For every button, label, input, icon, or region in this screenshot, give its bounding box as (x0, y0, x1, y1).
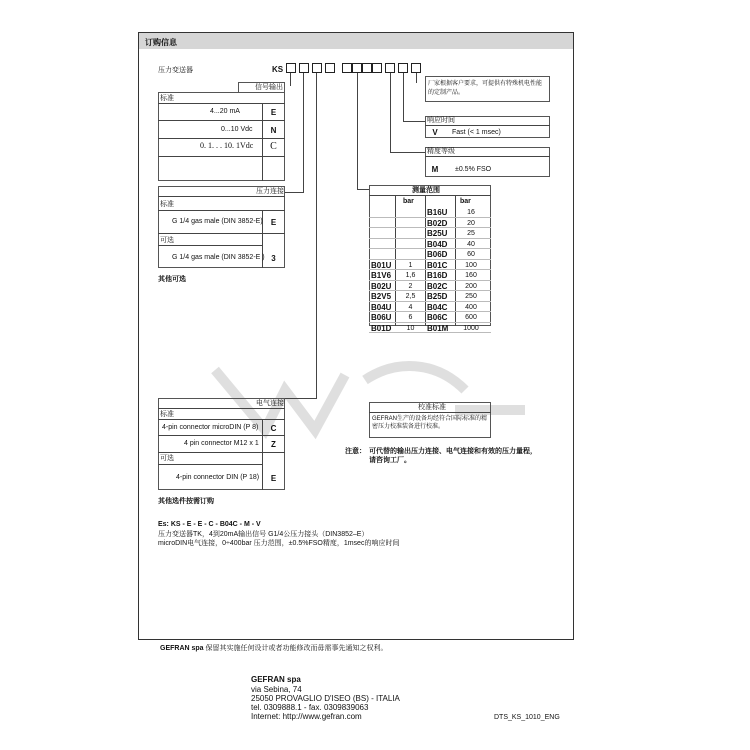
range-code-high: B25U (427, 229, 448, 238)
connector-line (303, 73, 304, 192)
accuracy-code: M (431, 165, 439, 174)
row-divider (158, 210, 285, 211)
range-value-high: 1000 (463, 324, 479, 332)
model-code: KS (272, 65, 284, 74)
code-slot (325, 63, 335, 73)
pressure-std-label: 标准 (160, 201, 174, 208)
range-code-low: B02U (371, 281, 392, 291)
note-label: 注意： (345, 448, 366, 455)
elec-std-label: 标准 (160, 411, 174, 418)
elec-desc-1: 4-pin connector microDIN (P 8) (162, 424, 259, 431)
connector-line (390, 73, 391, 153)
row-divider (369, 412, 491, 413)
signal-title: 信号输出 (255, 84, 283, 91)
row-divider (158, 233, 285, 234)
code-slot (411, 63, 421, 73)
code-slot (312, 63, 322, 73)
range-value-low: 2 (408, 282, 413, 290)
range-code-low: B01U (371, 260, 392, 270)
range-code-high: B02D (427, 218, 448, 228)
connector-line (416, 73, 417, 83)
elec-conn-title: 电气连接 (256, 400, 284, 407)
calibration-title: 校准标准 (418, 404, 446, 411)
signal-desc-2: 0...10 Vdc (221, 126, 253, 133)
range-code-high: B06C (427, 313, 448, 322)
example-line-2: microDIN电气连接，0÷400bar 压力范围，±0.5%FSO精度，1msec的响应时间 (158, 540, 400, 547)
address-web: Internet: http://www.gefran.com (251, 712, 362, 721)
range-value-high: 16 (467, 209, 475, 216)
row-divider (158, 245, 263, 246)
range-value-high: 600 (465, 314, 477, 321)
section-header (139, 33, 573, 49)
row-divider (158, 464, 263, 465)
custom-note: 厂家根据客户要求，可提供有特殊机电性能的定制产品。 (428, 81, 543, 96)
range-code-high: B01C (427, 260, 448, 270)
row-divider (158, 435, 285, 436)
code-slot (286, 63, 296, 73)
connector-line (357, 73, 358, 189)
signal-desc-3: 0. 1. . . 10. 1Vdc (200, 141, 254, 150)
range-value-low: 10 (406, 324, 415, 332)
range-value-high: 25 (467, 230, 475, 237)
range-code-low: B06U (371, 313, 392, 322)
range-code-low: B01D (371, 323, 392, 333)
row-divider (158, 156, 285, 157)
elec-code-2: Z (271, 440, 276, 449)
elec-desc-2: 4 pin connector M12 x 1 (184, 440, 259, 447)
range-value-high: 400 (465, 303, 477, 311)
range-value-low: 1,6 (405, 272, 416, 279)
signal-code-2: N (270, 126, 277, 135)
row-divider (425, 125, 550, 126)
range-code-high: B25D (427, 292, 448, 301)
range-value-high: 250 (465, 293, 477, 300)
signal-code-1: E (270, 108, 277, 117)
section-title: 订购信息 (145, 38, 177, 47)
example-line-1: 压力变送器TK，4到20mA输出信号 G1/4公压力接头（DIN3852–E） (158, 531, 369, 538)
range-value-high: 20 (467, 219, 475, 227)
range-value-low: 2,5 (405, 293, 416, 300)
example-code: Es: KS - E - E - C - B04C - M - V (158, 521, 261, 528)
range-value-high: 40 (467, 240, 475, 248)
row-divider (158, 408, 285, 409)
code-slot (342, 63, 352, 73)
accuracy-title: 精度等级 (427, 148, 455, 155)
range-code-high: B02C (427, 281, 448, 291)
address-city: 25050 PROVAGLIO D'ISEO (BS) - ITALIA (251, 694, 400, 703)
doc-code: DTS_KS_1010_ENG (494, 714, 560, 721)
pressure-opt-desc: G 1/4 gas male (DIN 3852-E ) (172, 254, 265, 261)
pressure-conn-title: 压力连接 (256, 188, 284, 195)
row-divider (158, 419, 285, 420)
connector-line (285, 398, 317, 399)
pressure-std-desc: G 1/4 gas male (DIN 3852-E) (172, 218, 263, 225)
code-slot (398, 63, 408, 73)
row-divider (158, 120, 285, 121)
col-divider (425, 195, 426, 326)
range-value-low: 4 (408, 303, 413, 311)
note-text-2: 请咨询工厂。 (369, 457, 411, 464)
range-code-high: B04D (427, 239, 448, 249)
row-divider (158, 138, 285, 139)
range-code-high: B06D (427, 250, 448, 259)
row-divider (425, 156, 550, 157)
connector-line (285, 192, 304, 193)
row-divider (158, 196, 285, 197)
row-divider (158, 452, 285, 453)
footer-text: 保留其实施任何设计或者功能修改而毋需事先通知之权利。 (205, 645, 388, 652)
connector-line (390, 152, 425, 153)
signal-desc-1: 4...20 mA (210, 108, 240, 115)
range-value-high: 100 (465, 261, 477, 269)
elec-code-1: C (270, 424, 277, 433)
range-code-high: B16D (427, 271, 448, 280)
range-code-high: B16U (427, 208, 448, 217)
code-slot (362, 63, 372, 73)
elec-opt-code: E (270, 474, 277, 483)
connector-line (403, 73, 404, 121)
range-code-low: B2V5 (371, 292, 392, 301)
accuracy-desc: ±0.5% FSO (455, 166, 492, 173)
range-value-high: 200 (465, 282, 477, 290)
signal-code-3: C (270, 141, 277, 152)
code-slot (352, 63, 362, 73)
code-slot (299, 63, 309, 73)
range-title: 测量范围 (412, 187, 440, 194)
range-value-high: 60 (467, 251, 475, 258)
footer-brand: GEFRAN spa (160, 645, 204, 652)
range-code-low: B04U (371, 302, 392, 312)
response-code: V (432, 128, 438, 137)
connector-line (316, 73, 317, 399)
pressure-opt-code: 3 (271, 254, 276, 263)
note-text-1: 可代替的输出压力连接、电气连接和有效的压力量程， (369, 448, 537, 455)
signal-table (158, 92, 285, 181)
calibration-text: GEFRAN生产的设备均经符合国际标准的精密压力校准装备进行校准。 (372, 416, 488, 430)
pressure-std-code: E (270, 218, 277, 227)
range-value-high: 160 (465, 272, 477, 279)
connector-line (357, 189, 369, 190)
address-street: via Sebina, 74 (251, 685, 302, 694)
address-company: GEFRAN spa (251, 675, 301, 684)
row-divider (369, 195, 491, 196)
connector-line (403, 121, 425, 122)
range-code-low: B1V6 (371, 271, 392, 280)
elec-opt-desc: 4-pin connector DIN (P 18) (176, 474, 260, 481)
elec-opt-label: 可选 (160, 455, 174, 462)
other-options: 其他可选 (158, 276, 186, 283)
range-value-low: 1 (408, 261, 413, 269)
connector-line (290, 73, 291, 86)
range-unit-left: bar (403, 198, 414, 205)
response-title: 响应时间 (427, 117, 455, 124)
other-order: 其他选件按需订购 (158, 498, 214, 505)
footer-note (160, 645, 388, 652)
range-code-high: B01M (427, 323, 449, 333)
range-value-low: 6 (408, 314, 413, 321)
response-desc: Fast (< 1 msec) (452, 129, 501, 136)
model-label: 压力变送器 (158, 67, 193, 74)
range-unit-right: bar (460, 198, 471, 205)
code-slot (385, 63, 395, 73)
row-divider (158, 103, 285, 104)
address-phone: tel. 0309888.1 - fax. 0309839063 (251, 703, 369, 712)
range-code-high: B04C (427, 302, 448, 312)
signal-std-label: 标准 (160, 95, 174, 102)
pressure-opt-label: 可选 (160, 237, 174, 244)
code-slot (372, 63, 382, 73)
